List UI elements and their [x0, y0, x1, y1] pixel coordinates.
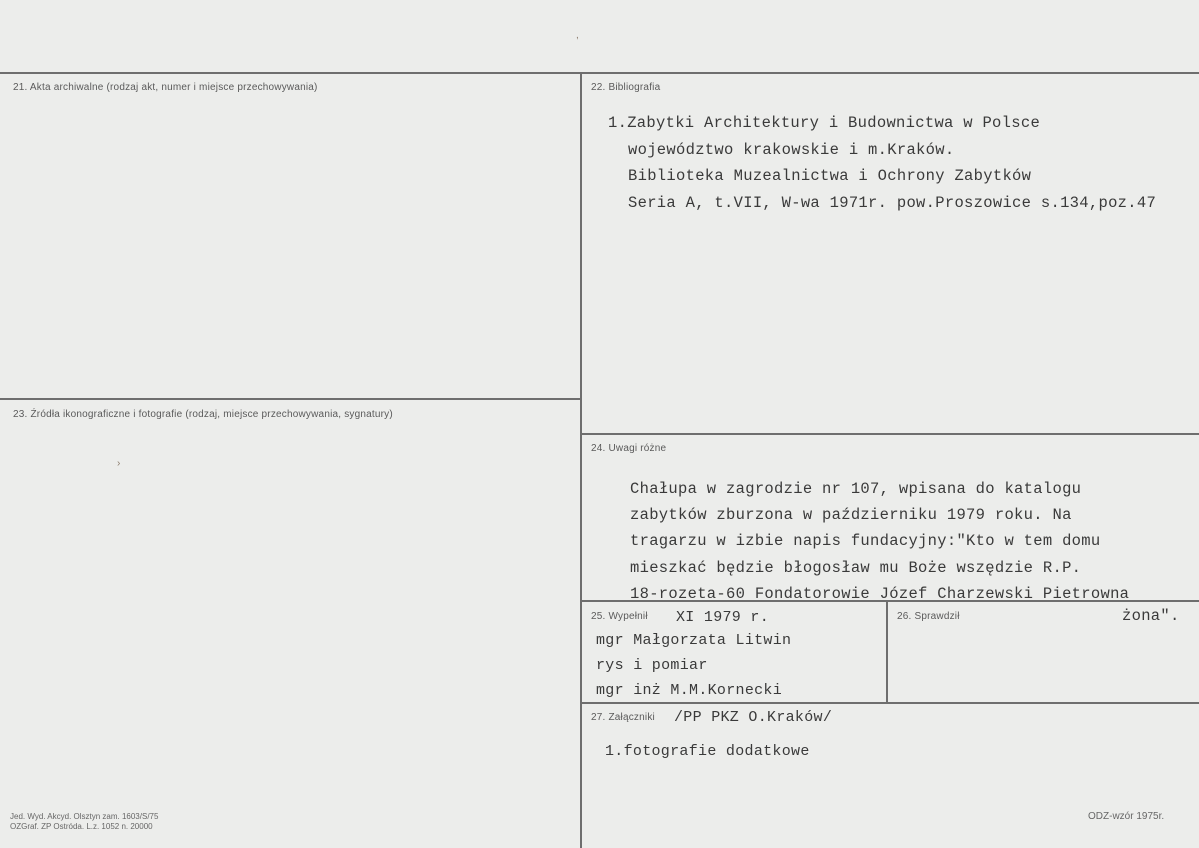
filled-by-line: mgr Małgorzata Litwin [596, 632, 792, 649]
bibliography-line: 1.Zabytki Architektury i Budownictwa w Polsce [608, 114, 1041, 132]
notes-text [630, 476, 1129, 607]
pencil-mark: , [576, 30, 579, 41]
field-25-label: 25. Wypełnił [591, 611, 648, 622]
filled-date: XI 1979 r. [676, 609, 770, 626]
filled-by-line: mgr inż M.M.Kornecki [596, 682, 783, 699]
attachments-text [605, 739, 810, 764]
bibliography-line: Biblioteka Muzealnictwa i Ochrony Zabytków [628, 167, 1032, 185]
notes-line: zabytków zburzona w październiku 1979 roku. Na [630, 506, 1072, 525]
notes-line: tragarzu w izbie napis fundacyjny:"Kto w tem domu [630, 532, 1101, 551]
bibliography-line: Seria A, t.VII, W-wa 1971r. pow.Proszowice s.134,poz.47 [628, 193, 1157, 212]
notes-line: 18-rozeta-60 Fondatorowie Józef Charzewski Pietrowna [630, 584, 1130, 603]
center-divider [580, 72, 582, 848]
top-rule [0, 72, 1199, 74]
bibliography-line: województwo krakowskie i m.Kraków. [628, 140, 955, 159]
attachment-line: 1.fotografie dodatkowe [605, 743, 810, 760]
field-24-label: 24. Uwagi różne [591, 443, 667, 454]
notes-line-continued: żona". [1122, 607, 1180, 625]
imprint-line: OZGraf. ZP Ostróda. L.z. 1052 n. 20000 [10, 822, 153, 831]
field-22-label: 22. Bibliografia [591, 82, 661, 93]
field-26-label: 26. Sprawdził [897, 611, 960, 622]
pencil-mark: › [117, 458, 121, 469]
imprint-line: Jed. Wyd. Akcyd. Olsztyn zam. 1603/S/75 [10, 812, 159, 821]
field-23-label: 23. Źródła ikonograficzne i fotografie (rodzaj, miejsce przechowywania, sygnatury) [13, 409, 393, 420]
divider-25-26 [886, 600, 888, 703]
filled-by-text [596, 628, 791, 703]
notes-line: Chałupa w zagrodzie nr 107, wpisana do katalogu [630, 480, 1082, 498]
attachments-header: /PP PKZ O.Kraków/ [674, 709, 833, 726]
left-mid-rule [0, 398, 581, 400]
filled-by-line: rys i pomiar [596, 657, 708, 674]
form-template-id: ODZ-wzór 1975r. [1088, 811, 1165, 822]
printer-imprint [10, 812, 158, 832]
field-27-label: 27. Załączniki [591, 712, 655, 723]
bibliography-text [608, 110, 1156, 216]
field-21-label: 21. Akta archiwalne (rodzaj akt, numer i miejsce przechowywania) [13, 82, 318, 93]
notes-line: mieszkać będzie błogosław mu Boże wszędzie R.P. [630, 558, 1082, 577]
right-rule-24 [581, 433, 1199, 435]
